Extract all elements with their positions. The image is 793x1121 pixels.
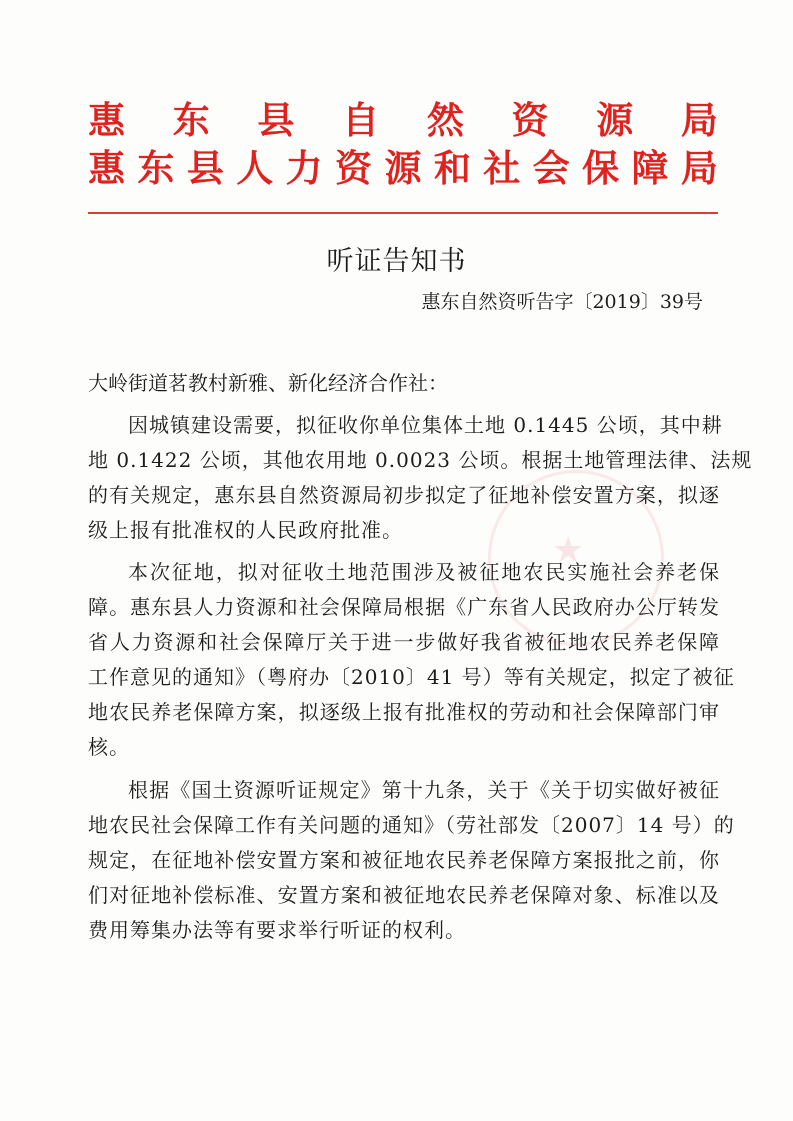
paragraph-line: 地 0.1422 公顷，其他农用地 0.0023 公顷。根据土地管理法律、法规 [88, 448, 753, 472]
issuer-line-human-resources [88, 147, 718, 190]
seal-star-icon: ★ [552, 530, 585, 571]
issuer-character: 局 [680, 147, 718, 190]
issuer-character: 惠 [88, 99, 125, 142]
paragraph-line: 根据《国土资源听证规定》第十九条，关于《关于切实做好被征 [128, 778, 720, 802]
paragraph-line: 规定，在征地补偿安置方案和被征地农民养老保障方案报批之前，你 [88, 848, 720, 872]
paragraph-line: 核。 [88, 735, 130, 759]
paragraph-line: 费用筹集办法等有要求举行听证的权利。 [88, 918, 466, 942]
paragraph-line: 障。惠东县人力资源和社会保障局根据《广东省人民政府办公厅转发 [88, 595, 720, 619]
issuer-character: 东 [137, 147, 175, 190]
issuer-character: 和 [433, 147, 471, 190]
issuer-character: 保 [582, 147, 620, 190]
paragraph-line: 本次征地，拟对征收土地范围涉及被征地农民实施社会养老保 [128, 560, 720, 584]
paragraph-line: 们对征地补偿标准、安置方案和被征地农民养老保障对象、标准以及 [88, 883, 720, 907]
paragraph-line: 省人力资源和社会保障厅关于进一步做好我省被征地农民养老保障 [88, 630, 720, 654]
paragraph-line: 因城镇建设需要，拟征收你单位集体土地 0.1445 公顷，其中耕 [128, 413, 723, 437]
paragraph-hearing-rights [88, 773, 735, 948]
issuer-character: 资 [335, 147, 373, 190]
issuer-character: 然 [426, 99, 464, 142]
paragraph-line: 的有关规定，惠东县自然资源局初步拟定了征地补偿安置方案，拟逐 [88, 483, 720, 507]
red-header-divider [88, 212, 718, 214]
issuer-character: 会 [532, 147, 570, 190]
issuer-character: 障 [631, 147, 669, 190]
paragraph-line: 地农民养老保障方案，拟逐级上报有批准权的劳动和社会保障部门审 [88, 700, 720, 724]
issuer-character: 源 [384, 147, 422, 190]
issuer-character: 自 [342, 99, 380, 142]
issuer-character: 源 [596, 99, 634, 142]
document-number: 惠东自然资听告字〔2019〕39号 [421, 291, 703, 313]
issuer-character: 人 [236, 147, 274, 190]
paragraph-line: 工作意见的通知》（粤府办〔2010〕41 号）等有关规定，拟定了被征 [88, 665, 735, 689]
issuer-character: 力 [285, 147, 323, 190]
salutation: 大岭街道茗教村新雅、新化经济合作社： [88, 371, 448, 395]
issuer-line-natural-resources [88, 99, 718, 142]
issuer-character: 资 [511, 99, 549, 142]
document-body [88, 366, 753, 948]
paragraph-line: 级上报有批准权的人民政府批准。 [88, 518, 403, 542]
paragraph-line: 地农民社会保障工作有关问题的通知》（劳社部发〔2007〕14 号）的 [88, 813, 735, 837]
issuer-character: 东 [172, 99, 210, 142]
issuer-character: 县 [257, 99, 295, 142]
paragraph-pension-security [88, 555, 735, 765]
issuer-character: 社 [483, 147, 521, 190]
issuer-character: 县 [186, 147, 224, 190]
document-title: 听证告知书 [326, 246, 467, 277]
issuer-character: 惠 [88, 147, 125, 190]
issuer-character: 局 [680, 99, 718, 142]
paragraph-land-acquisition [88, 408, 753, 548]
